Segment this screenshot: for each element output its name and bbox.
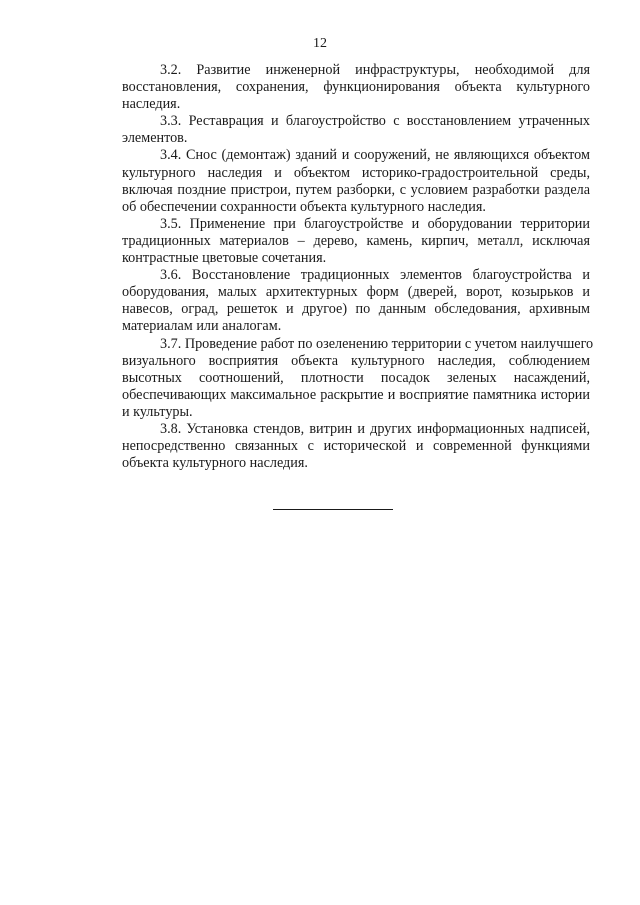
text-line: 3.4. Снос (демонтаж) зданий и сооружений, не являющихся объектом <box>160 147 590 164</box>
text-line: высотных соотношений, плотности посадок зеленых насаждений, <box>122 369 590 386</box>
text-line: об обеспечении сохранности объекта культурного наследия. <box>122 198 486 215</box>
text-line: материалам или аналогам. <box>122 318 282 335</box>
text-line: оборудования, малых архитектурных форм (дверей, ворот, козырьков и <box>122 284 590 301</box>
text-line: контрастные цветовые сочетания. <box>122 250 327 267</box>
paragraph-3-3 <box>84 113 590 147</box>
text-line: элементов. <box>122 130 188 147</box>
closing-rule <box>273 509 393 510</box>
text-line: навесов, оград, решеток и другое) по данным обследования, архивным <box>122 301 590 318</box>
text-line: непосредственно связанных с исторической и современной функциями <box>122 438 590 455</box>
text-line: объекта культурного наследия. <box>122 455 308 472</box>
paragraph-3-4 <box>84 147 590 215</box>
paragraph-3-5 <box>84 216 590 267</box>
paragraph-3-2 <box>84 62 590 113</box>
text-line: 3.3. Реставрация и благоустройство с восстановлением утраченных <box>160 113 590 130</box>
text-line: традиционных материалов – дерево, камень, кирпич, металл, исключая <box>122 232 590 249</box>
text-line: 3.5. Применение при благоустройстве и оборудовании территории <box>160 215 590 232</box>
text-line: восстановления, сохранения, функционирования объекта культурного <box>122 79 590 96</box>
text-line: наследия. <box>122 96 181 113</box>
page-number: 12 <box>313 36 327 51</box>
text-line: включая поздние пристрои, путем разборки, с условием разработки раздела <box>122 181 590 198</box>
paragraph-3-6 <box>84 267 590 335</box>
text-line: 3.7. Проведение работ по озеленению территории с учетом наилучшего <box>160 335 594 352</box>
paragraph-3-7 <box>84 335 594 421</box>
text-line: обеспечивающих максимальное раскрытие и восприятие памятника истории <box>122 386 590 403</box>
text-line: 3.6. Восстановление традиционных элементов благоустройства и <box>160 267 590 284</box>
document-body <box>84 62 594 472</box>
text-line: 3.8. Установка стендов, витрин и других информационных надписей, <box>160 420 590 437</box>
text-line: и культуры. <box>122 403 193 420</box>
text-line: визуального восприятия объекта культурного наследия, соблюдением <box>122 352 590 369</box>
text-line: культурного наследия и объектом историко-градостроительной среды, <box>122 164 590 181</box>
paragraph-3-8 <box>84 421 590 472</box>
text-line: 3.2. Развитие инженерной инфраструктуры, необходимой для <box>160 62 590 78</box>
